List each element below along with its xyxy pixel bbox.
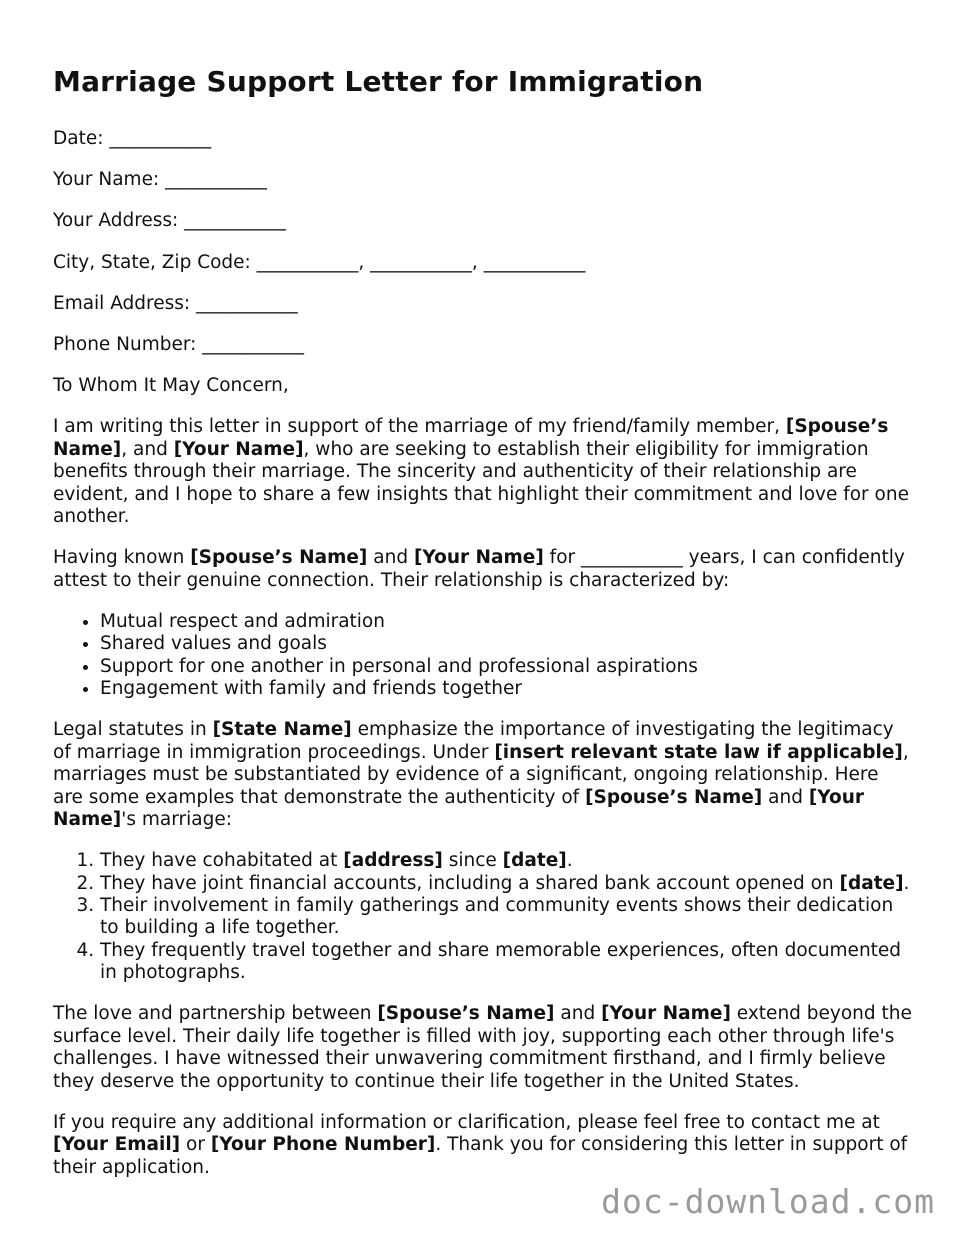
list-item: • Support for one another in personal and professional aspirations bbox=[100, 656, 913, 678]
placeholder-spouse-name: [Spouse’s Name] bbox=[377, 1003, 555, 1025]
salutation: To Whom It May Concern, bbox=[53, 375, 289, 397]
watermark-text: doc-download.com bbox=[601, 1182, 935, 1221]
text-run: . bbox=[566, 850, 573, 872]
text-run: 's marriage: bbox=[121, 808, 232, 830]
placeholder-your-name: [Your Name] bbox=[173, 438, 304, 460]
list-item bbox=[100, 850, 913, 872]
text-run: Legal statutes in bbox=[53, 719, 213, 741]
placeholder-date: [date] bbox=[502, 850, 567, 872]
placeholder-your-phone: [Your Phone Number] bbox=[210, 1134, 436, 1156]
text-run: and bbox=[762, 786, 809, 808]
phone-field: Phone Number: ___________ bbox=[53, 334, 305, 356]
paragraph-known bbox=[53, 547, 913, 592]
list-item: • Engagement with family and friends together bbox=[100, 678, 913, 700]
text-run: emphasize the importance of investigating the legitimacy of marriage in immigration proceedings. Under bbox=[53, 719, 894, 763]
text-run: and bbox=[554, 1003, 602, 1025]
placeholder-your-email: [Your Email] bbox=[53, 1134, 181, 1156]
name-field: Your Name: ___________ bbox=[53, 169, 267, 191]
text-run: Their involvement in family gatherings and community events shows their dedication to building a life together. bbox=[100, 894, 894, 939]
relationship-traits-list bbox=[53, 611, 913, 701]
text-run: and bbox=[367, 547, 414, 569]
placeholder-spouse-name: [Spouse’s Name] bbox=[585, 786, 763, 808]
text-run: They have cohabitated at bbox=[100, 850, 344, 872]
city-state-zip-field: City, State, Zip Code: ___________, ___________, ___________ bbox=[53, 251, 586, 273]
list-item: • Shared values and goals bbox=[100, 633, 913, 655]
placeholder-your-name: [Your Name] bbox=[53, 786, 865, 830]
paragraph-partnership bbox=[53, 1003, 913, 1093]
placeholder-spouse-name: [Spouse’s Name] bbox=[190, 547, 368, 569]
text-run: or bbox=[180, 1134, 211, 1156]
list-item bbox=[100, 895, 913, 940]
text-run: . bbox=[903, 872, 910, 894]
text-run: extend beyond the surface level. Their daily life together is filled with joy, supporting each other through life's challenges. I have witnessed their unwavering commitment firsthand, and I firmly believe they deserve the opportunity to continue their life together in the United States. bbox=[53, 1003, 912, 1092]
email-field: Email Address: ___________ bbox=[53, 292, 298, 314]
text-run: The love and partnership between bbox=[53, 1003, 378, 1025]
placeholder-address: [address] bbox=[343, 850, 443, 872]
paragraph-contact bbox=[53, 1112, 913, 1179]
list-item bbox=[100, 940, 913, 985]
placeholder-state-name: [State Name] bbox=[212, 719, 352, 741]
evidence-list bbox=[53, 850, 913, 984]
text-run: They frequently travel together and share memorable experiences, often documented in photographs. bbox=[100, 939, 902, 984]
placeholder-state-law: [insert relevant state law if applicable] bbox=[494, 741, 903, 763]
text-run: , marriages must be substantiated by evidence of a significant, ongoing relationship. Here are some examples that demonstrate the authenticity of bbox=[53, 741, 909, 808]
placeholder-date: [date] bbox=[839, 872, 904, 894]
text-run: , who are seeking to establish their eligibility for immigration benefits through their marriage. The sincerity and authenticity of their relationship are evident, and I hope to share a few insights that highlight their commitment and love for one another. bbox=[53, 438, 909, 528]
text-run: If you require any additional information or clarification, please feel free to contact me at bbox=[53, 1111, 880, 1133]
placeholder-spouse-name: [Spouse’s Name] bbox=[53, 416, 889, 460]
document-title: Marriage Support Letter for Immigration bbox=[53, 65, 704, 98]
letter-document bbox=[53, 62, 913, 1198]
address-field: Your Address: ___________ bbox=[53, 210, 286, 232]
list-item: • Mutual respect and admiration bbox=[100, 611, 913, 633]
text-run: Having known bbox=[53, 547, 191, 569]
date-field: Date: ___________ bbox=[53, 128, 212, 149]
text-run: I am writing this letter in support of the marriage of my friend/family member, bbox=[53, 416, 786, 438]
text-run: They have joint financial accounts, including a shared bank account opened on bbox=[100, 872, 840, 894]
placeholder-your-name: [Your Name] bbox=[601, 1003, 731, 1025]
paragraph-intro bbox=[53, 416, 913, 528]
text-run: . Thank you for considering this letter in support of their application. bbox=[53, 1134, 908, 1178]
list-item bbox=[100, 873, 913, 895]
text-run: for ___________ years, I can confidently attest to their genuine connection. Their relationship is characterized by: bbox=[53, 547, 905, 591]
text-run: since bbox=[442, 850, 503, 872]
paragraph-legal bbox=[53, 719, 913, 831]
text-run: , and bbox=[121, 438, 174, 460]
placeholder-your-name: [Your Name] bbox=[413, 547, 544, 569]
